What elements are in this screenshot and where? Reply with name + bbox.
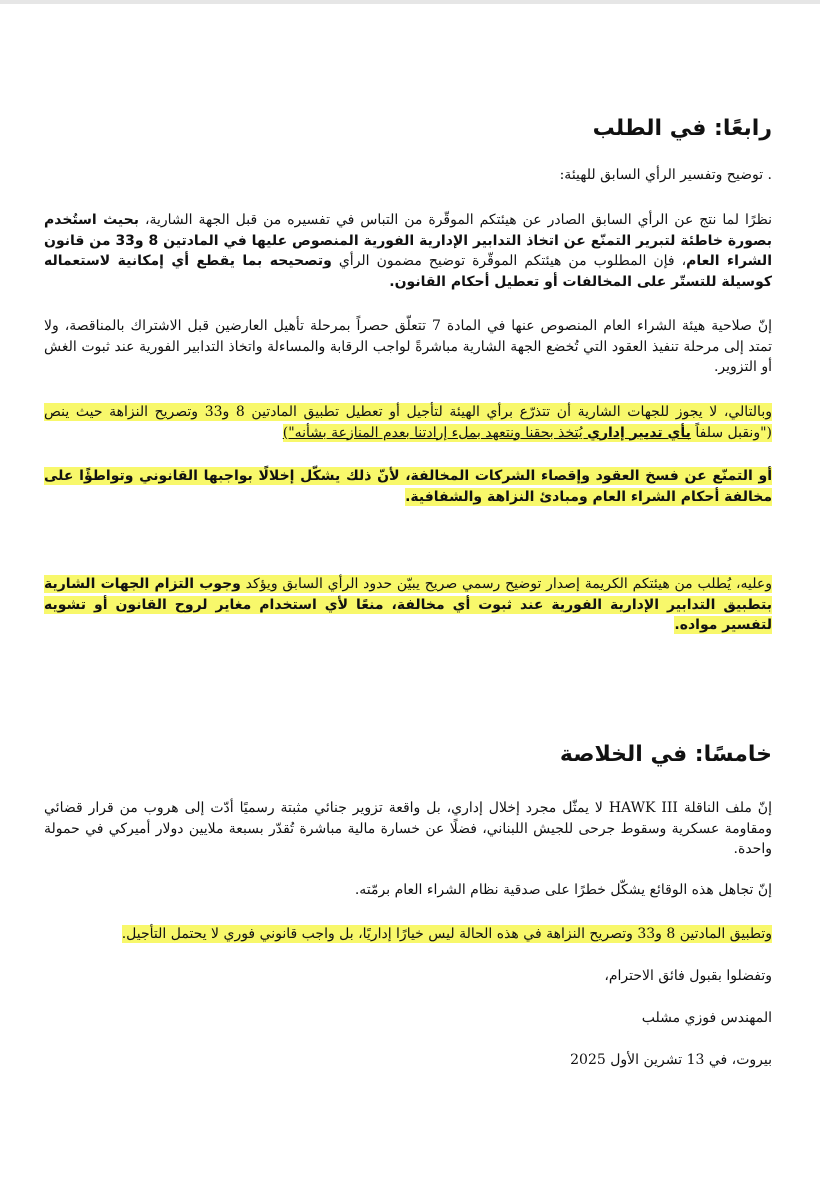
- p5-highlight: [44, 575, 772, 634]
- p1-text-a: نظرًا لما نتج عن الرأي السابق الصادر عن هيئتكم الموقّرة من التباس في تفسيره من قبل الجهة الشارية،: [139, 212, 772, 228]
- section4-heading: رابعًا: في الطلب: [592, 116, 772, 141]
- section4-paragraph-5: [44, 574, 772, 636]
- place-date: بيروت، في 13 تشرين الأول 2025: [570, 1052, 772, 1068]
- p1-text-c: ، فإن المطلوب من هيئتكم الموقّرة توضيح مضمون الرأي: [331, 253, 687, 269]
- section4-intro: . توضيح وتفسير الرأي السابق للهيئة:: [559, 167, 772, 183]
- section4-paragraph-3: [44, 402, 772, 443]
- p1-bold-b: بحيث استُخدم بصورة خاطئة لتبرير التمنّع عن اتخاذ التدابير الإدارية الفورية المنصوص عليها في المادتين 8 و33 من قانون الشراء العام: [44, 212, 773, 269]
- section5-paragraph-2: إنّ تجاهل هذه الوقائع يشكّل خطرًا على صدقية نظام الشراء العام برمّته.: [354, 882, 772, 898]
- p5-text-a: وعليه، يُطلب من هيئتكم الكريمة إصدار توضيح رسمي صريح يبيّن حدود الرأي السابق ويؤكد: [240, 576, 772, 592]
- section5-paragraph-3: [44, 924, 772, 945]
- s5p3-highlight: وتطبيق المادتين 8 و33 وتصريح النزاهة في هذه الحالة ليس خيارًا إداريًا، بل واجب قانوني فوري لا يحتمل التأجيل.: [121, 926, 772, 942]
- p3-highlight: [44, 403, 772, 442]
- p5-bold-b: وجوب التزام الجهات الشارية بتطبيق التدابير الإدارية الفورية عند ثبوت أي مخالفة، منعًا لأي استخدام مغاير لروح القانون أو تشويه لتفسير مواده.: [44, 576, 772, 633]
- p1-bold-d: وتصحيحه بما يقطع أي إمكانية لاستعماله كوسيلة للتستّر على المخالفات أو تعطيل أحكام القانون.: [44, 253, 772, 290]
- section5-paragraph-1: إنّ ملف الناقلة HAWK III لا يمثّل مجرد إخلال إداري، بل واقعة تزوير جنائي مثبتة رسميًا أدّت إلى هروب من قرار قضائي ومقاومة عسكرية وسقوط جرحى للجيش اللبناني، فضلًا عن خسارة مالية مباشرة تُقدّر بسبعة ملايين دولار أميركي في حمولة واحدة.: [44, 800, 772, 857]
- section4-paragraph-1: [44, 210, 772, 292]
- p3-bold-underline: بأي تدبير إداري: [587, 424, 691, 441]
- section4-paragraph-4: [44, 466, 772, 507]
- signature: المهندس فوزي مشلب: [641, 1010, 772, 1026]
- closing-line: وتفضلوا بقبول فائق الاحترام،: [604, 968, 772, 984]
- p3-text-c: يُتخذ بحقنا ونتعهد بملء إرادتنا بعدم المنازعة بشأنه"): [282, 424, 588, 441]
- p3-text-a: وبالتالي، لا يجوز للجهات الشارية أن تتذرّع برأي الهيئة لتأجيل أو تعطيل تطبيق المادتين 8 و33 وتصريح النزاهة حيث ينص ("ونقبل سلفاً: [44, 404, 772, 441]
- p4-highlight: أو التمنّع عن فسخ العقود وإقصاء الشركات المخالفة، لأنّ ذلك يشكّل إخلالًا بواجبها القانوني وتواطؤًا على مخالفة أحكام الشراء العام ومبادئ النزاهة والشفافية.: [44, 468, 772, 505]
- section5-heading: خامسًا: في الخلاصة: [559, 742, 772, 767]
- section4-paragraph-2: إنّ صلاحية هيئة الشراء العام المنصوص عنها في المادة 7 تتعلّق حصراً بمرحلة تأهيل العارضين قبل الاشتراك بالمناقصة، ولا تمتد إلى مرحلة تنفيذ العقود التي تُخضع الجهة الشارية مباشرةً لواجب الرقابة والمساءلة واتخاذ التدابير الفورية عند ثبوت الغش أو التزوير.: [44, 318, 772, 375]
